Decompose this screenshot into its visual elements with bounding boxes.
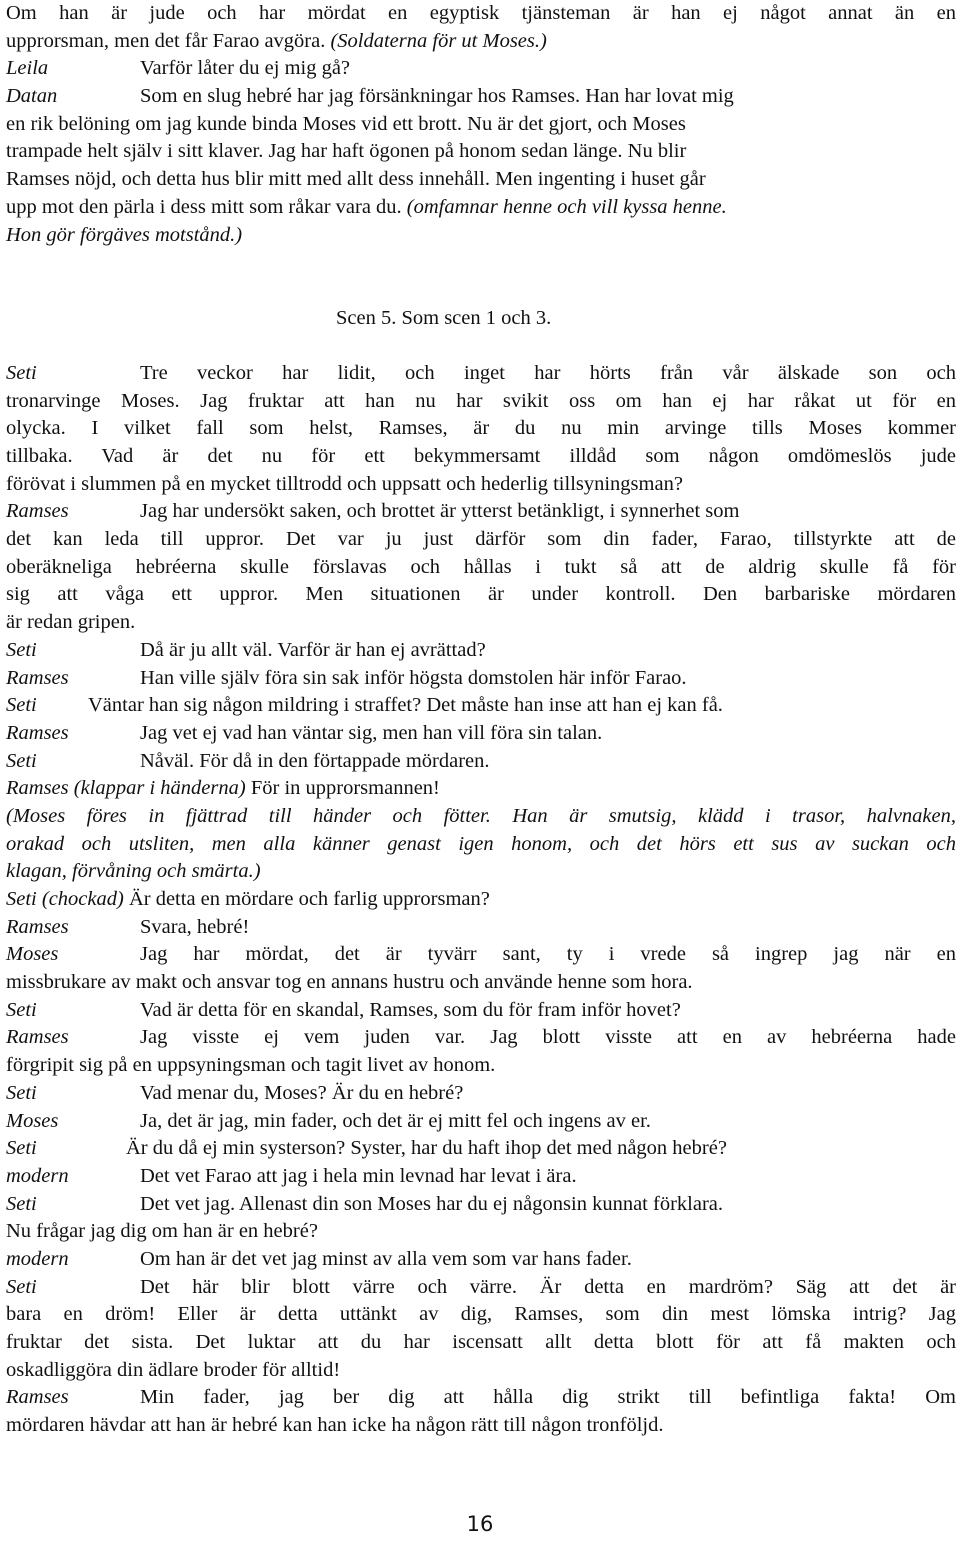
text-line: mördaren hävdar att han är hebré kan han icke ha någon rätt till någon tronföljd. bbox=[6, 1414, 664, 1437]
speaker: Seti bbox=[6, 1137, 37, 1160]
dialogue-line: Ramses Jag vet ej vad han väntar sig, men han vill föra sin talan. bbox=[6, 720, 956, 748]
speaker: Moses bbox=[6, 1109, 59, 1132]
speaker: Seti bbox=[6, 694, 37, 717]
dialogue-line: Datan Som en slug hebré har jag försänkningar hos Ramses. Han har lovat mig bbox=[6, 83, 956, 111]
text-line: det kan leda till uppror. Det var ju just därför som din fader, Farao, tillstyrkte att de bbox=[6, 528, 956, 551]
dialogue-line: Seti Tre veckor har lidit, och inget har hörts från vår älskade son och bbox=[6, 360, 956, 388]
speaker: Ramses bbox=[6, 721, 69, 744]
dialogue-line: Seti Vad är detta för en skandal, Ramses, som du för fram inför hovet? bbox=[6, 997, 956, 1025]
speaker: modern bbox=[6, 1164, 69, 1187]
page-number: 16 bbox=[466, 1512, 494, 1536]
dialogue-line: Seti Är du då ej min systerson? Syster, har du haft ihop det med någon hebré? bbox=[6, 1135, 956, 1163]
speaker: Seti (chockad) bbox=[6, 888, 124, 911]
dialogue-line: Ramses Min fader, jag ber dig att hålla dig strikt till befintliga fakta! Om bbox=[6, 1384, 956, 1412]
dialogue-line: Seti Väntar han sig någon mildring i straffet? Det måste han inse att han ej kan få. bbox=[6, 692, 956, 720]
speaker: Seti bbox=[6, 638, 37, 661]
dialogue-line: Moses Ja, det är jag, min fader, och det är ej mitt fel och ingens av er. bbox=[6, 1108, 956, 1136]
text-line: sig att våga ett uppror. Men situationen är under kontroll. Den barbariske mördaren bbox=[6, 583, 956, 606]
text-line: förövat i slummen på en mycket tilltrodd och uppsatt och hederlig tillsyningsman? bbox=[6, 472, 683, 495]
speaker: Datan bbox=[6, 85, 58, 108]
text-line: Om han är jude och har mördat en egyptisk tjänsteman är han ej något annat än en bbox=[6, 2, 956, 24]
dialogue-line: Seti Det här blir blott värre och värre. Är detta en mardröm? Säg att det är bbox=[6, 1274, 956, 1302]
text-line: olycka. I vilket fall som helst, Ramses, är du nu min arvinge tills Moses kommer bbox=[6, 417, 956, 440]
speaker: Ramses bbox=[6, 500, 69, 523]
stage-direction: (Soldaterna för ut Moses.) bbox=[330, 29, 547, 52]
speaker: Ramses bbox=[6, 666, 69, 689]
text-line: upp mot den pärla i dess mitt som råkar vara du. (omfamnar henne och vill kyssa henne. bbox=[6, 195, 727, 218]
speaker: Moses bbox=[6, 943, 59, 966]
text-line: bara en dröm! Eller är detta uttänkt av dig, Ramses, som din mest lömska intrig? Jag bbox=[6, 1303, 956, 1326]
stage-direction: orakad och utsliten, men alla känner genast igen honom, och det hörs ett sus av suckan och bbox=[6, 832, 956, 855]
dialogue-line: Leila Varför låter du ej mig gå? bbox=[6, 55, 956, 83]
text-line: trampade helt själv i sitt klaver. Jag har haft ögonen på honom sedan länge. Nu blir bbox=[6, 140, 687, 163]
dialogue-line: Ramses Han ville själv föra sin sak inför högsta domstolen här inför Farao. bbox=[6, 665, 956, 693]
scene-heading: Scen 5. Som scen 1 och 3. bbox=[336, 306, 552, 329]
speaker: Seti bbox=[6, 1275, 37, 1298]
dialogue-line: Seti Nåväl. För då in den förtappade mördaren. bbox=[6, 748, 956, 776]
stage-direction: (Moses föres in fjättrad till händer och fötter. Han är smutsig, klädd i trasor, halvnaken, bbox=[6, 804, 956, 827]
dialogue-line: modern Det vet Farao att jag i hela min levnad har levat i ära. bbox=[6, 1163, 956, 1191]
stage-direction: Hon gör förgäves motstånd.) bbox=[6, 223, 243, 246]
text-line: tillbaka. Vad är det nu för ett bekymmersamt illdåd som någon omdömeslös jude bbox=[6, 445, 956, 468]
dialogue-line: Ramses Svara, hebré! bbox=[6, 914, 956, 942]
dialogue-line: Seti Då är ju allt väl. Varför är han ej avrättad? bbox=[6, 637, 956, 665]
speaker: Leila bbox=[6, 57, 49, 80]
speaker: Ramses (klappar i händerna) bbox=[6, 777, 246, 800]
speaker: Ramses bbox=[6, 1386, 69, 1409]
speaker: Seti bbox=[6, 998, 37, 1021]
script-page bbox=[6, 0, 956, 1440]
dialogue-line: Ramses (klappar i händerna) För in upprorsmannen! bbox=[6, 777, 440, 800]
dialogue-line: Ramses Jag har undersökt saken, och brottet är ytterst betänkligt, i synnerhet som bbox=[6, 498, 956, 526]
text-line: oberäkneliga hebréerna skulle förslavas och hållas i tukt så att de aldrig skulle få för bbox=[6, 555, 956, 578]
speaker: Ramses bbox=[6, 915, 69, 938]
text-line: Nu frågar jag dig om han är en hebré? bbox=[6, 1220, 318, 1243]
stage-direction: klagan, förvåning och smärta.) bbox=[6, 860, 261, 883]
dialogue-line: modern Om han är det vet jag minst av alla vem som var hans fader. bbox=[6, 1246, 956, 1274]
speaker: modern bbox=[6, 1247, 69, 1270]
text-line: tronarvinge Moses. Jag fruktar att han nu har svikit oss om han ej har råkat ut för en bbox=[6, 389, 956, 412]
dialogue-line: Ramses Jag visste ej vem juden var. Jag blott visste att en av hebréerna hade bbox=[6, 1024, 956, 1052]
speaker: Seti bbox=[6, 1081, 37, 1104]
speaker: Seti bbox=[6, 749, 37, 772]
text-line: oskadliggöra din ädlare broder för alltid! bbox=[6, 1358, 341, 1381]
speaker: Seti bbox=[6, 361, 37, 384]
text-line: fruktar det sista. Det luktar att du har iscensatt allt detta blott för att få makten och bbox=[6, 1331, 956, 1354]
dialogue-line: Moses Jag har mördat, det är tyvärr sant, ty i vrede så ingrep jag när en bbox=[6, 941, 956, 969]
dialogue-line: Seti Det vet jag. Allenast din son Moses har du ej någonsin kunnat förklara. bbox=[6, 1191, 956, 1219]
text-line: upprorsman, men det får Farao avgöra. (Soldaterna för ut Moses.) bbox=[6, 29, 547, 52]
dialogue-line: Seti Vad menar du, Moses? Är du en hebré? bbox=[6, 1080, 956, 1108]
dialogue-line: Seti (chockad) Är detta en mördare och farlig upprorsman? bbox=[6, 888, 490, 911]
speaker: Seti bbox=[6, 1192, 37, 1215]
text-line: Ramses nöjd, och detta hus blir mitt med allt dess innehåll. Men ingenting i huset går bbox=[6, 168, 706, 191]
text-line: förgripit sig på en uppsyningsman och tagit livet av honom. bbox=[6, 1054, 496, 1077]
speaker: Ramses bbox=[6, 1026, 69, 1049]
text-line: är redan gripen. bbox=[6, 611, 136, 634]
stage-direction: (omfamnar henne och vill kyssa henne. bbox=[406, 195, 727, 218]
text-line: en rik belöning om jag kunde binda Moses vid ett brott. Nu är det gjort, och Moses bbox=[6, 112, 686, 135]
text-line: missbrukare av makt och ansvar tog en annans hustru och använde henne som hora. bbox=[6, 971, 693, 994]
